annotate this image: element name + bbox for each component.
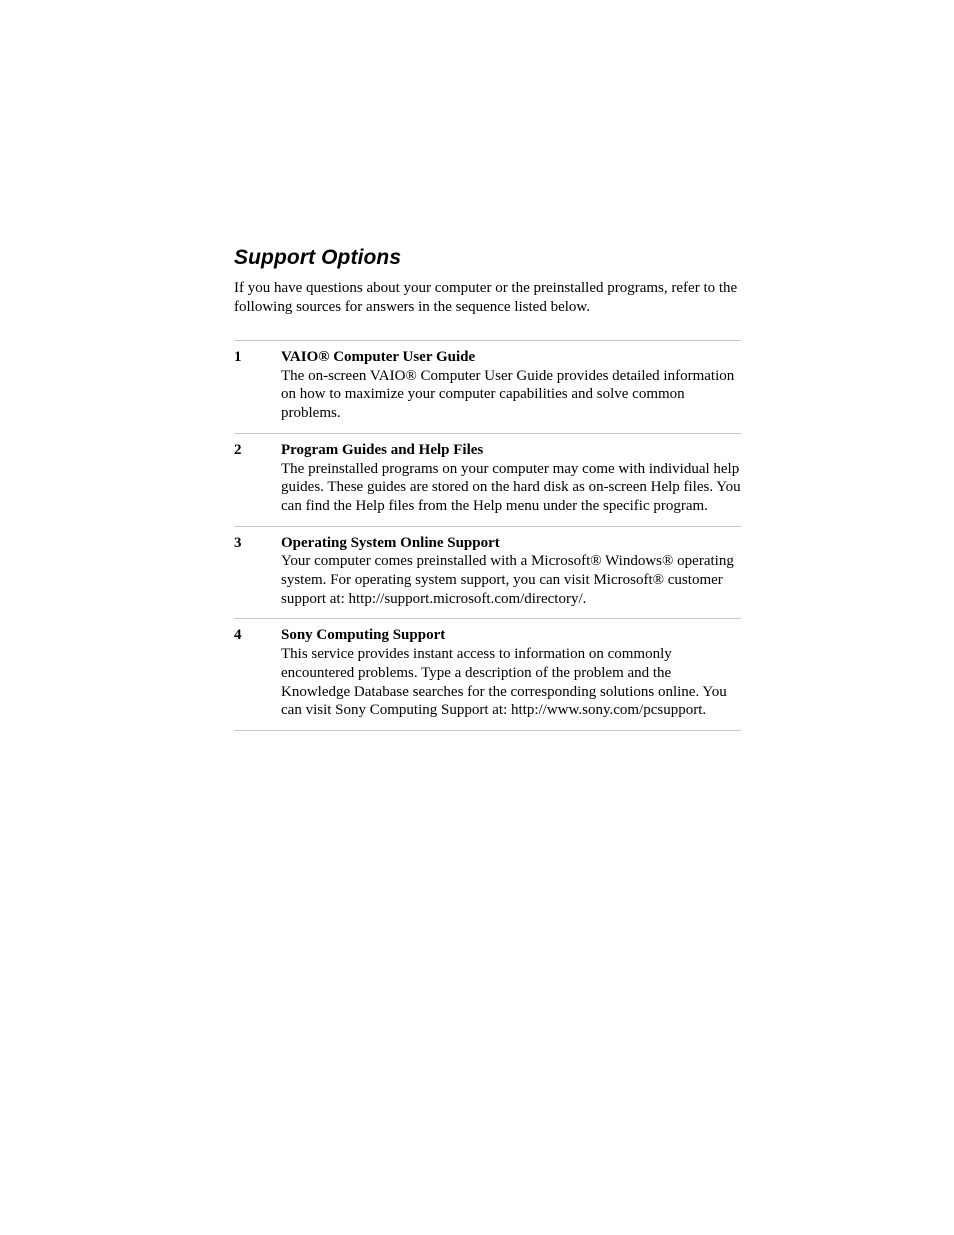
item-number: 4 xyxy=(234,627,242,644)
item-body xyxy=(281,534,741,609)
table-row xyxy=(234,619,741,731)
item-heading: Operating System Online Support xyxy=(281,534,500,551)
item-description: The on-screen VAIO® Computer User Guide provides detailed information on how to maximize your computer capabilities and solve common problems. xyxy=(281,367,735,422)
item-number: 3 xyxy=(234,534,242,551)
table-row xyxy=(234,341,741,434)
item-description: This service provides instant access to information on commonly encountered problems. Type a description of the problem and the Knowledge Database searches for the corresponding solutions online. You can visit Sony Computing Support at: http://www.sony.com/pcsupport. xyxy=(281,646,727,719)
item-number: 2 xyxy=(234,441,242,458)
item-body xyxy=(281,626,741,720)
item-heading: Sony Computing Support xyxy=(281,627,446,644)
table-row xyxy=(234,434,741,527)
item-body xyxy=(281,441,741,516)
item-number: 1 xyxy=(234,349,242,365)
table-row xyxy=(234,527,741,620)
document-page xyxy=(234,243,741,731)
intro-paragraph: If you have questions about your computer or the preinstalled programs, refer to the following sources for answers in the sequence listed below. xyxy=(234,280,738,315)
item-description: Your computer comes preinstalled with a Microsoft® Windows® operating system. For operating system support, you can visit Microsoft® customer support at: http://support.microsoft.com/directory/. xyxy=(281,553,734,607)
item-body xyxy=(281,348,741,423)
item-description: The preinstalled programs on your computer may come with individual help guides. These guides are stored on the hard disk as on-screen Help files. You can find the Help files from the Help menu under the specific program. xyxy=(281,460,741,514)
item-heading: VAIO® Computer User Guide xyxy=(281,349,476,365)
page-title: Support Options xyxy=(234,246,402,269)
item-heading: Program Guides and Help Files xyxy=(281,441,484,458)
support-options-table xyxy=(234,340,741,731)
